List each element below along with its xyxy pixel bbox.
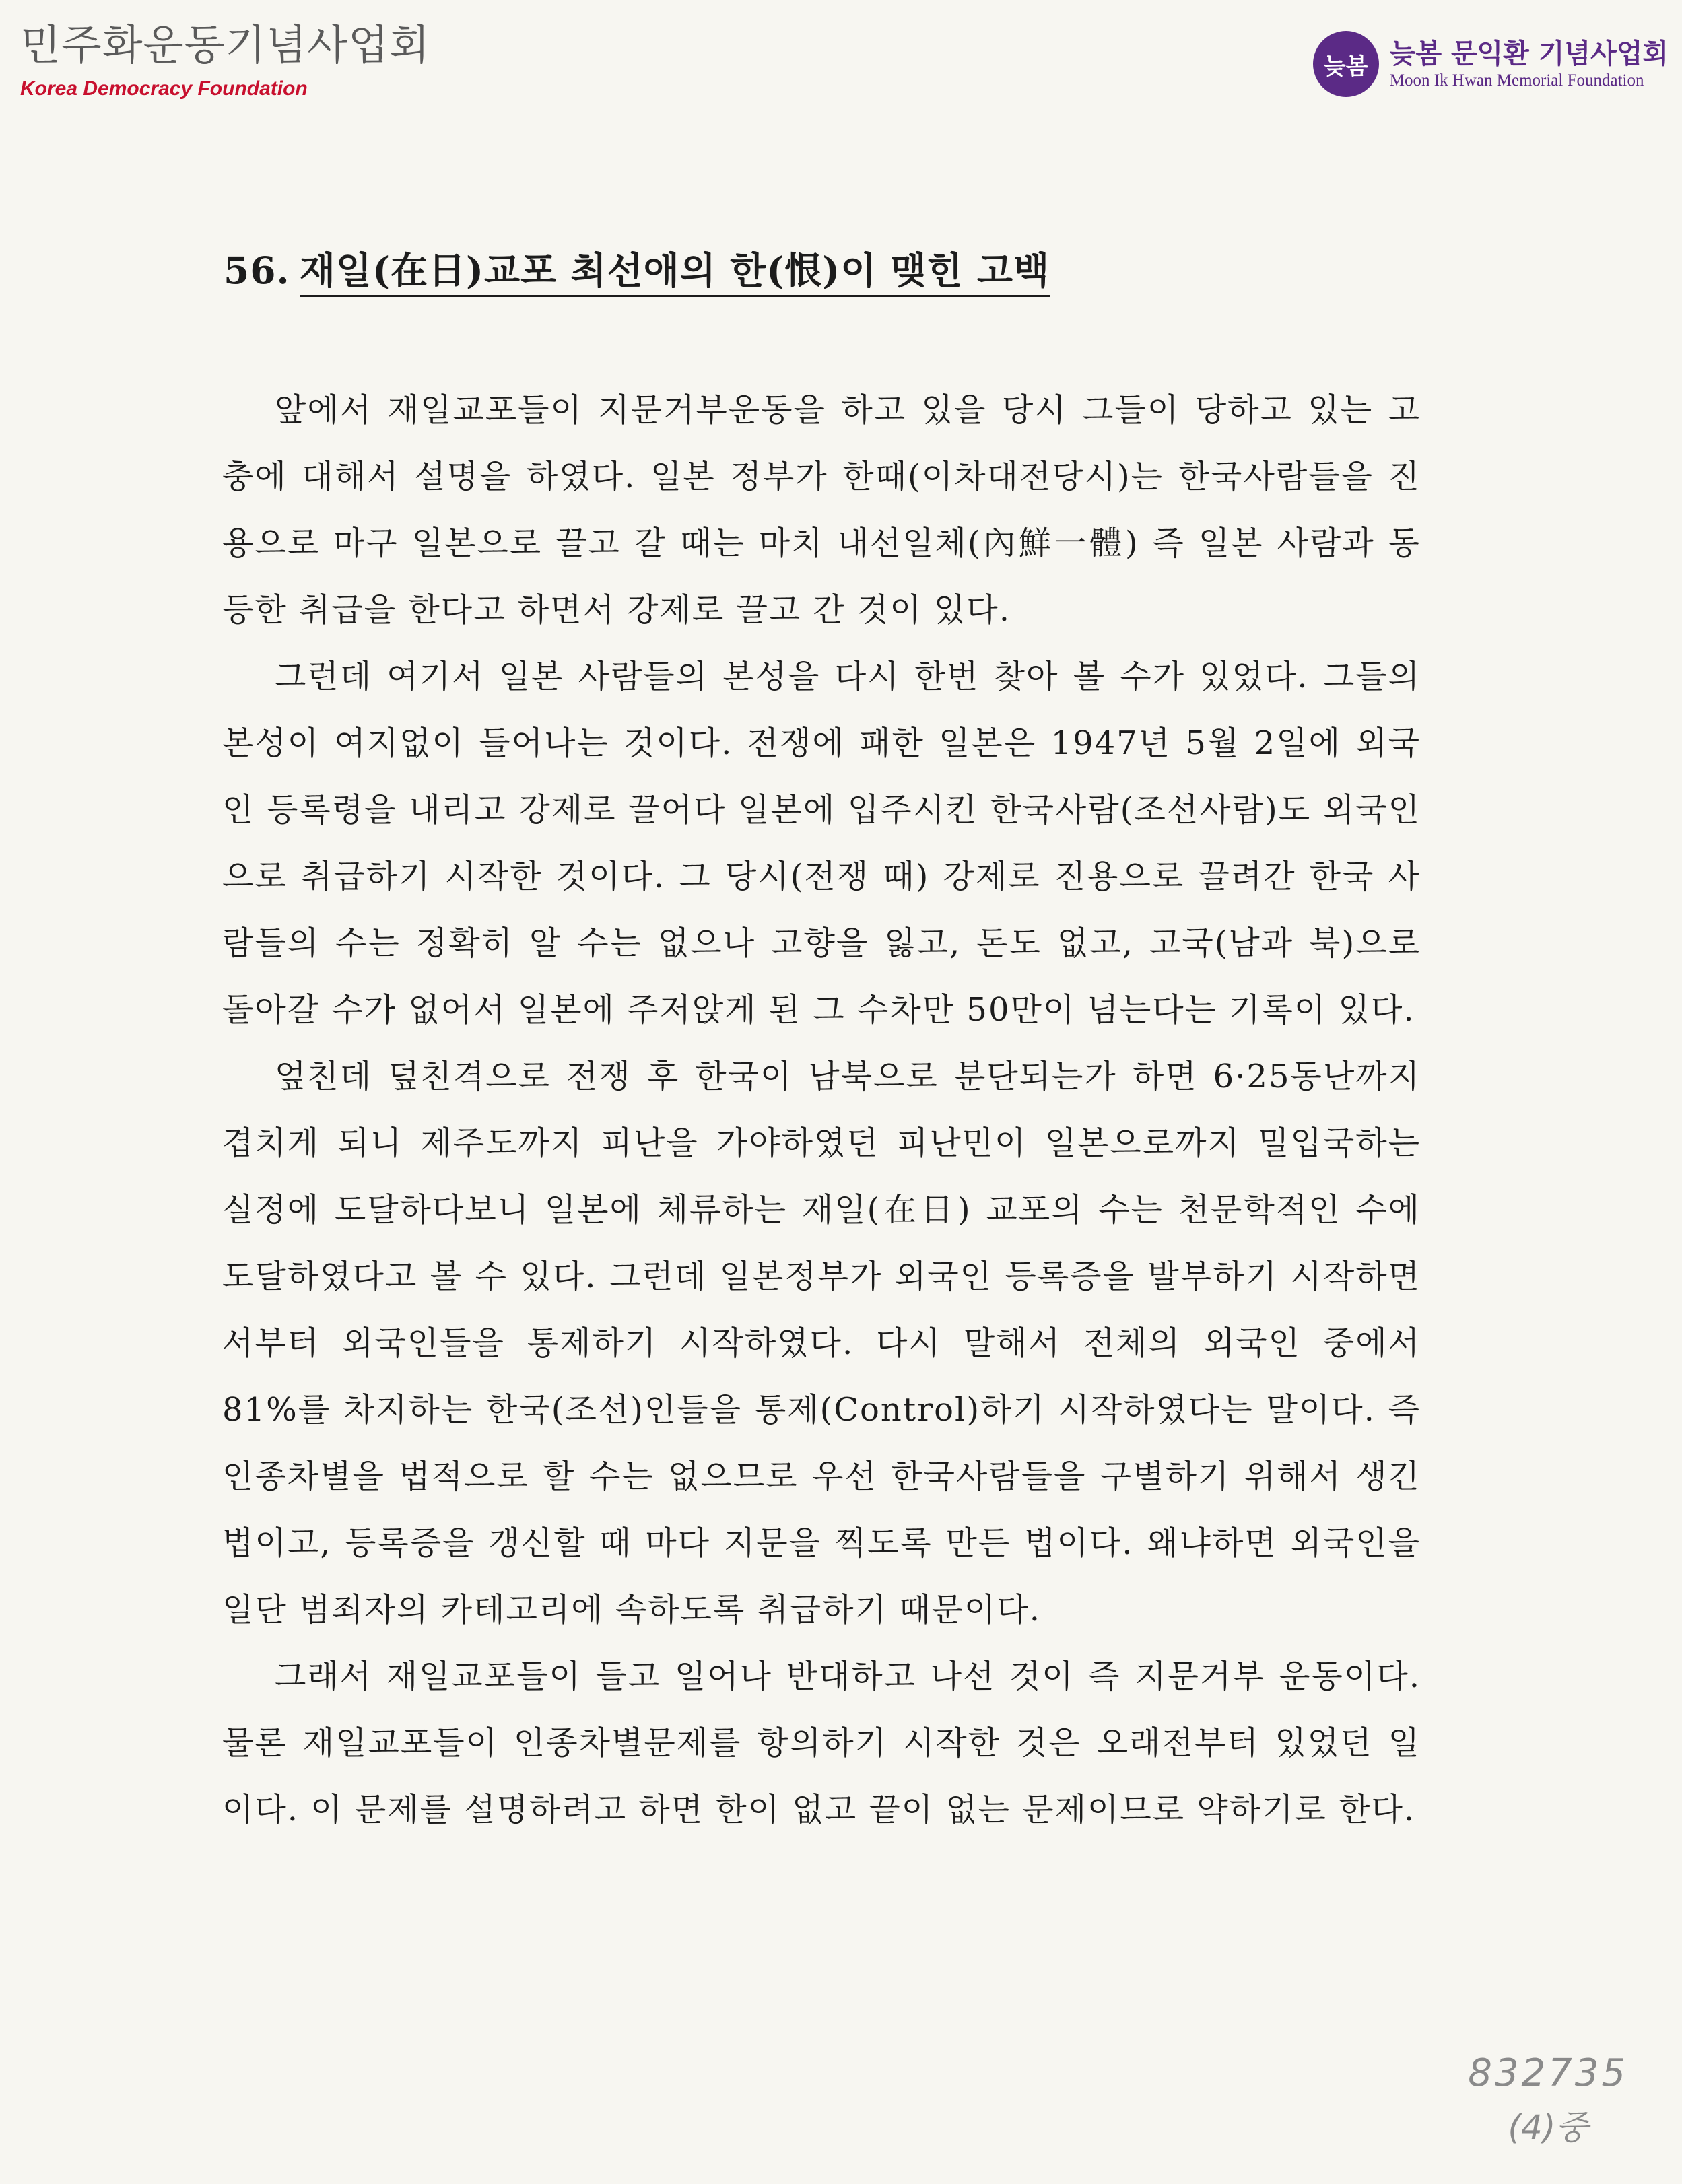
foundation-emblem-icon: 늦봄 [1313,31,1379,97]
left-logo-english: Korea Democracy Foundation [20,77,308,100]
right-logo-korean: 늦봄 문익환 기념사업회 [1389,38,1669,69]
moon-ik-hwan-foundation-logo [1313,27,1669,101]
handwritten-archive-note [1468,2047,1628,2154]
right-logo-english: Moon Ik Hwan Memorial Foundation [1389,71,1644,90]
document-body [222,377,1421,1843]
paragraph: 그런데 여기서 일본 사람들의 본성을 다시 한번 찾아 볼 수가 있었다. 그들의 본성이 여지없이 들어나는 것이다. 전쟁에 패한 일본은 1947년 5월 2일에 외국인 등록령을 내리고 강제로 끌어다 일본에 입주시킨 한국사람(조선사람)도 외국인으로 취급하기 시작한 것이다. 그 당시(전쟁 때) 강제로 진용으로 끌려간 한국 사람들의 수는 정확히 알 수는 없으나 고향을 잃고, 돈도 없고, 고국(남과 북)으로 돌아갈 수가 없어서 일본에 주저앉게 된 그 수차만 50만이 넘는다는 기록이 있다. [222,658,1421,1029]
section-title: 재일(在日)교포 최선애의 한(恨)이 맺힌 고백 [300,248,1050,297]
paragraph: 그래서 재일교포들이 들고 일어나 반대하고 나선 것이 즉 지문거부 운동이다. 물론 재일교포들이 인종차별문제를 항의하기 시작한 것은 오래전부터 있었던 일이다. 이 문제를 설명하려고 하면 한이 없고 끝이 없는 문제이므로 약하기로 한다. [222,1658,1421,1829]
korea-democracy-foundation-logo [20,19,430,106]
section-number: 56. [224,248,290,292]
document-title [224,241,1050,294]
page-note: (4)중 [1508,2108,1588,2147]
right-logo-text [1390,37,1669,91]
archive-code: 832735 [1468,2051,1628,2095]
paragraph: 엎친데 덮친격으로 전쟁 후 한국이 남북으로 분단되는가 하면 6·25동난까지 겹치게 되니 제주도까지 피난을 가야하였던 피난민이 일본으로까지 밀입국하는 실정에 도달하다보니 일본에 체류하는 재일(在日) 교포의 수는 천문학적인 수에 도달하였다고 볼 수 있다. 그런데 일본정부가 외국인 등록증을 발부하기 시작하면서부터 외국인들을 통제하기 시작하였다. 다시 말해서 전체의 외국인 중에서 81%를 차지하는 한국(조선)인들을 통제(Control)하기 시작하였다는 말이다. 즉 인종차별을 법적으로 할 수는 없으므로 우선 한국사람들을 구별하기 위해서 생긴 법이고, 등록증을 갱신할 때 마다 지문을 찍도록 만든 법이다. 왜냐하면 외국인을 일단 범죄자의 카테고리에 속하도록 취급하기 때문이다. [222,1058,1421,1629]
paragraph: 앞에서 재일교포들이 지문거부운동을 하고 있을 당시 그들이 당하고 있는 고충에 대해서 설명을 하였다. 일본 정부가 한때(이차대전당시)는 한국사람들을 진용으로 마구 일본으로 끌고 갈 때는 마치 내선일체(內鮮一體) 즉 일본 사람과 동등한 취급을 한다고 하면서 강제로 끌고 간 것이 있다. [222,391,1421,629]
left-logo-korean: 민주화운동기념사업회 [20,20,430,69]
